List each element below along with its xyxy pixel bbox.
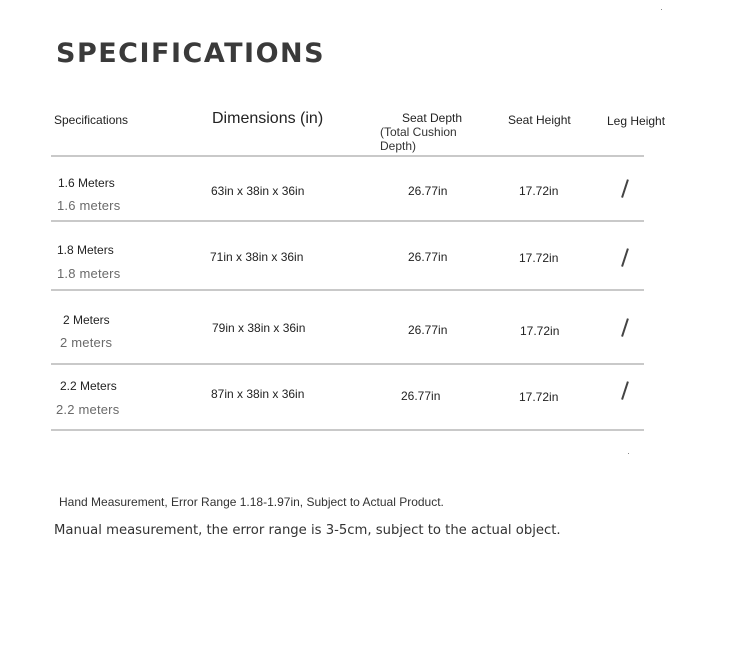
- page-title: SPECIFICATIONS: [56, 38, 326, 69]
- row-1-spec: 1.6 Meters: [58, 176, 115, 190]
- row-3-seat-height: 17.72in: [520, 324, 560, 338]
- row-3-seat-depth: 26.77in: [408, 323, 448, 337]
- row-3-dimensions: 79in x 38in x 36in: [212, 321, 306, 335]
- measurement-note-translated: Manual measurement, the error range is 3-5cm, subject to the actual object.: [54, 523, 561, 538]
- row-4-spec: 2.2 Meters: [60, 379, 117, 393]
- row-4-leg-height-slash: [621, 381, 628, 400]
- row-4-dimensions: 87in x 38in x 36in: [211, 387, 305, 401]
- row-2-spec-ghost: 1.8 meters: [57, 266, 121, 281]
- row-2-seat-height: 17.72in: [519, 251, 559, 265]
- header-seat-depth-label: Seat Depth: [402, 111, 463, 125]
- row-4-seat-height: 17.72in: [519, 390, 559, 404]
- measurement-note: Hand Measurement, Error Range 1.18-1.97in, Subject to Actual Product.: [59, 495, 444, 509]
- row-2-dimensions: 71in x 38in x 36in: [210, 250, 304, 264]
- row-4-spec-ghost: 2.2 meters: [56, 402, 120, 417]
- header-seat-height: Seat Height: [508, 113, 571, 127]
- row-2-leg-height-slash: [621, 248, 628, 267]
- row-1-spec-ghost: 1.6 meters: [57, 198, 121, 213]
- row-1-seat-depth: 26.77in: [408, 184, 448, 198]
- row-2-seat-depth: 26.77in: [408, 250, 448, 264]
- header-dimensions: Dimensions (in): [212, 110, 324, 127]
- table-divider: [51, 220, 644, 222]
- row-1-leg-height-slash: [621, 179, 628, 198]
- row-4-seat-depth: 26.77in: [401, 389, 441, 403]
- table-divider: [51, 429, 644, 431]
- table-divider: [51, 155, 644, 157]
- speck-mark: [628, 453, 629, 454]
- table-divider: [51, 363, 644, 365]
- row-2-spec: 1.8 Meters: [57, 243, 114, 257]
- header-leg-height: Leg Height: [607, 114, 666, 128]
- speck-mark: [661, 9, 662, 10]
- header-seat-depth-sub: (Total Cushion Depth): [380, 125, 457, 153]
- row-1-dimensions: 63in x 38in x 36in: [211, 184, 305, 198]
- row-3-leg-height-slash: [621, 318, 628, 337]
- header-seat-depth: [380, 111, 470, 153]
- header-specifications: Specifications: [54, 113, 129, 127]
- table-divider: [51, 289, 644, 291]
- row-3-spec-ghost: 2 meters: [60, 335, 113, 350]
- row-1-seat-height: 17.72in: [519, 184, 559, 198]
- row-3-spec: 2 Meters: [63, 313, 110, 327]
